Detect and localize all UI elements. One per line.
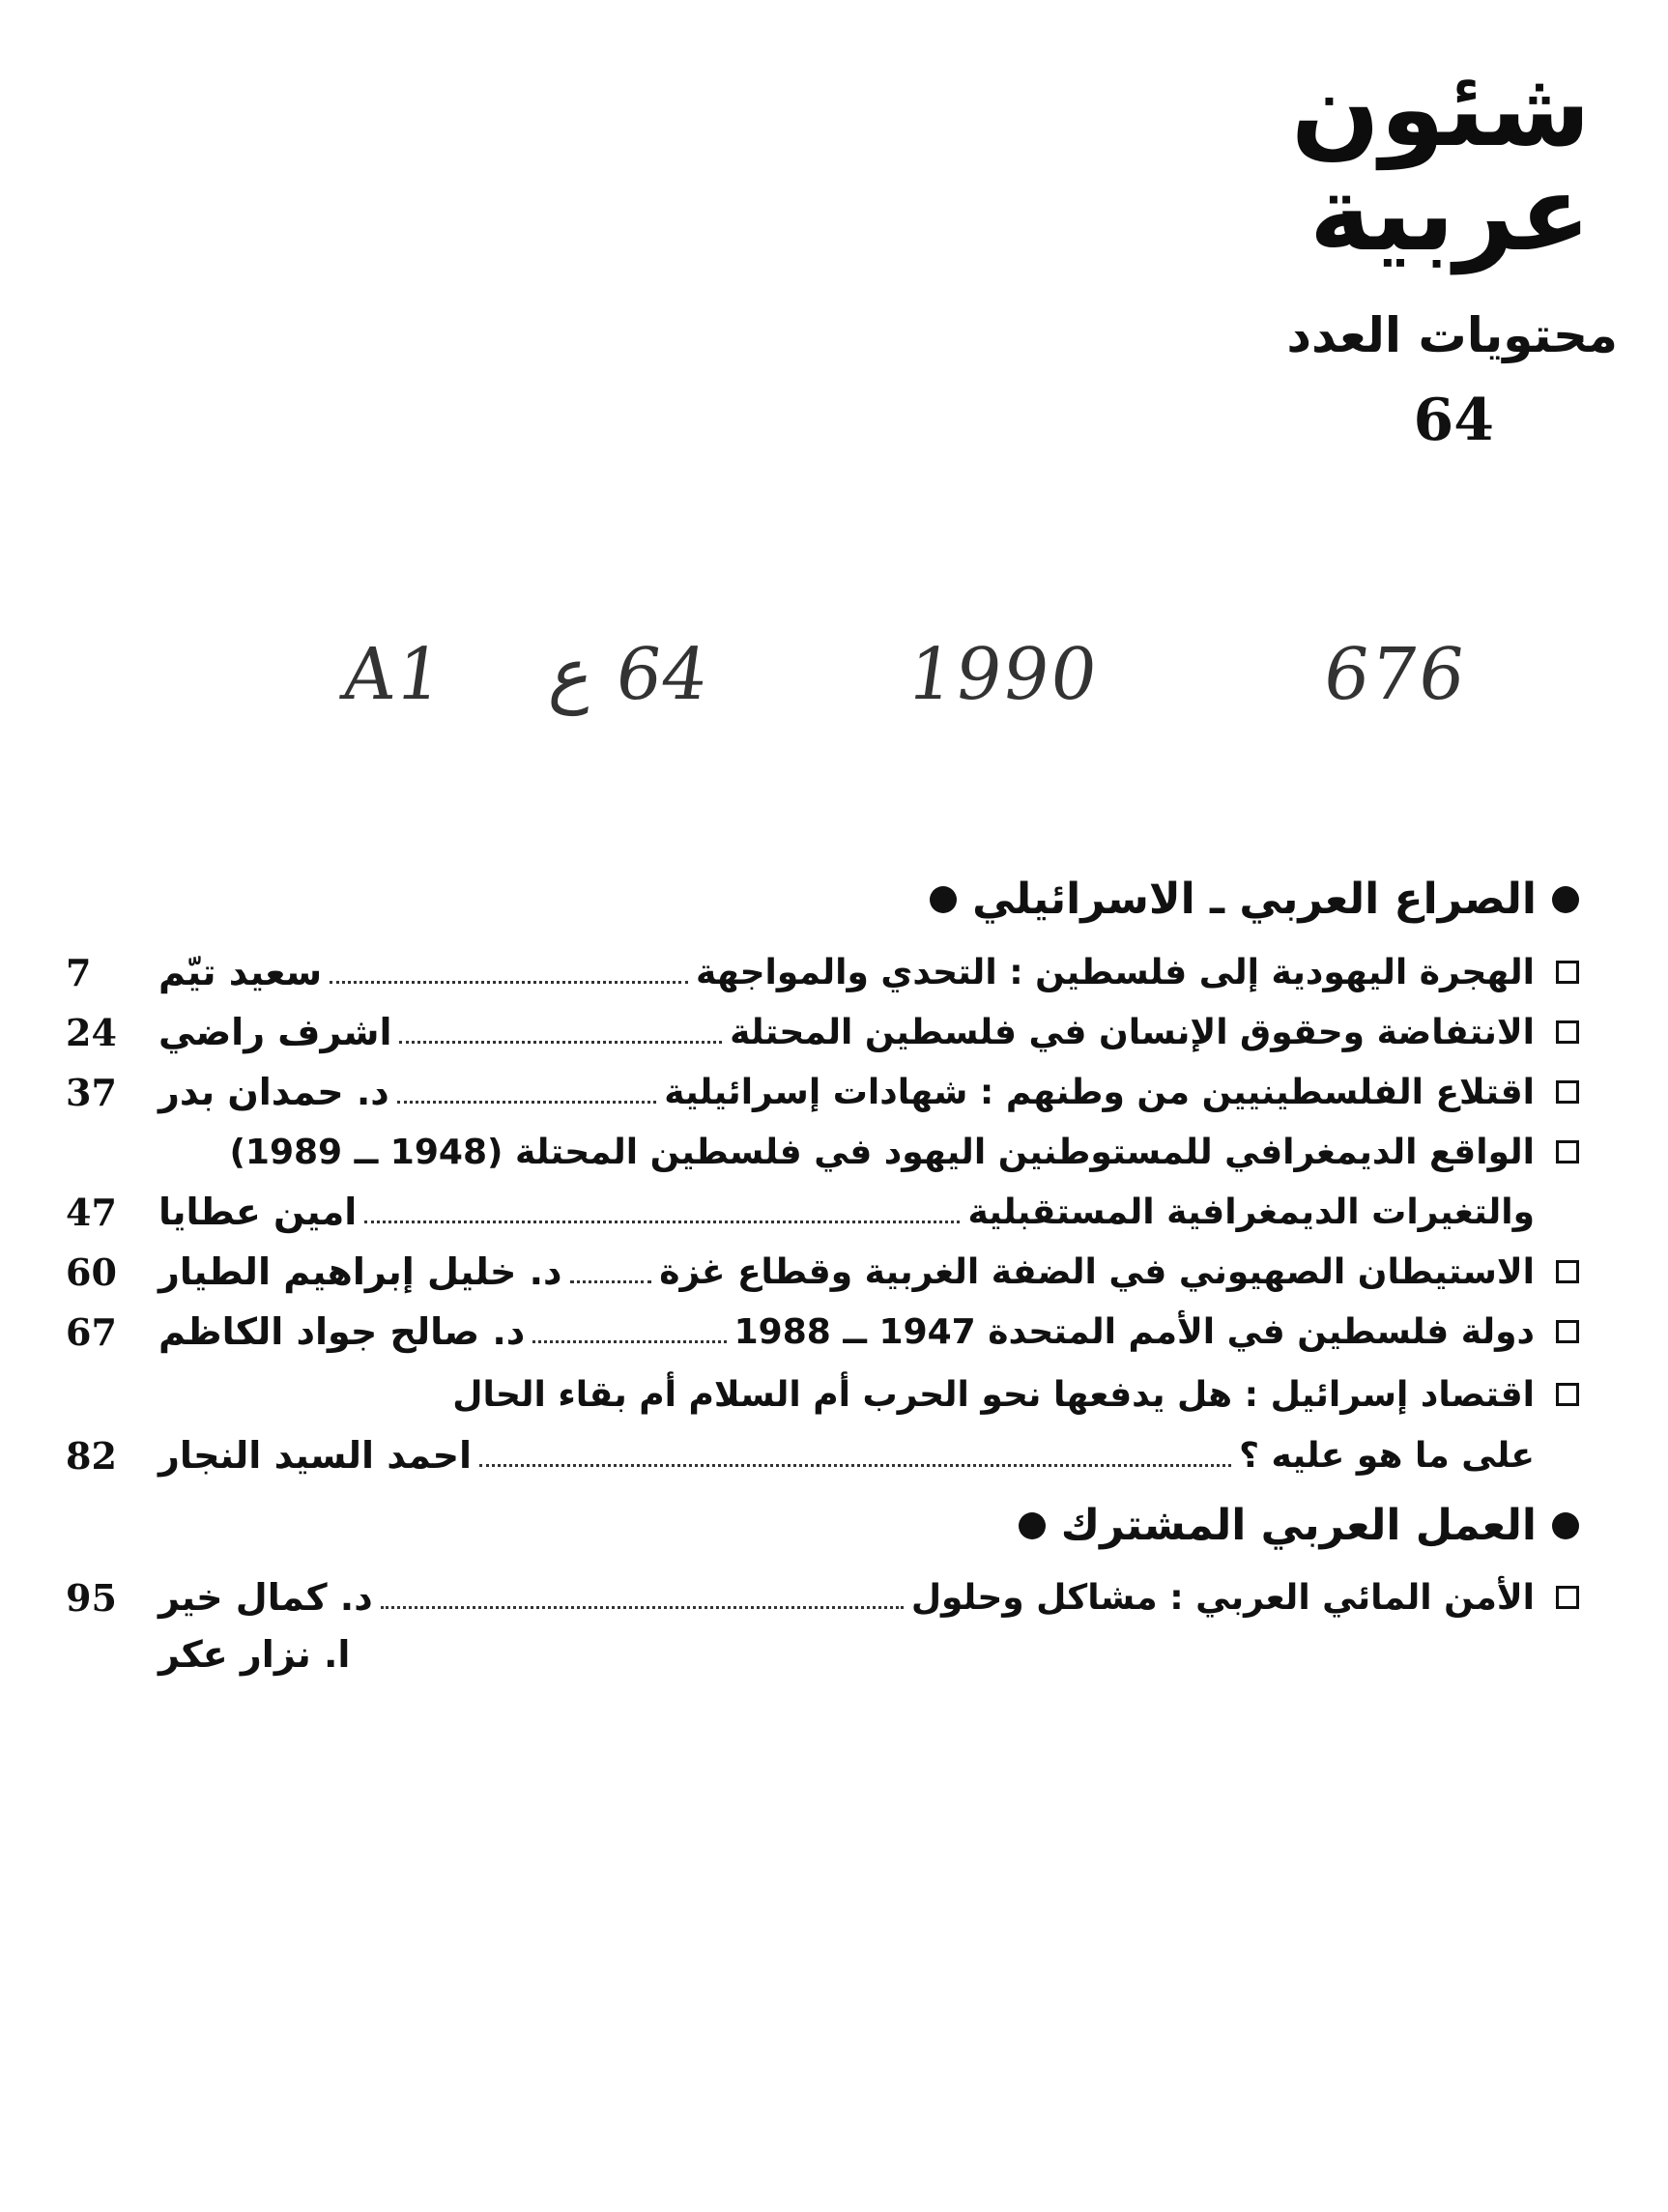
entry-title: الواقع الديمغرافي للمستوطنين اليهود في فلسطين المحتلة (1948 ــ 1989): [229, 1132, 1535, 1172]
entry-author: د. خليل إبراهيم الطيار: [158, 1250, 562, 1293]
entry-page: 47: [66, 1190, 117, 1234]
section-heading-text: الصراع العربي ـ الاسرائيلي: [972, 875, 1537, 924]
bullet-icon: [1552, 1512, 1579, 1539]
checkbox-icon: [1556, 1020, 1579, 1044]
toc-entry-line-2[interactable]: [66, 1428, 1579, 1482]
entry-title: اقتلاع الفلسطينيين من وطنهم : شهادات إسرائيلية: [664, 1072, 1535, 1112]
checkbox-icon: [1556, 1320, 1579, 1343]
entry-title: الأمن المائي العربي : مشاكل وحلول: [910, 1577, 1535, 1618]
entry-page: 67: [66, 1309, 117, 1354]
toc-entry[interactable]: [66, 1005, 1579, 1059]
dot-leader: [399, 1041, 722, 1044]
checkbox-icon: [1556, 1140, 1579, 1163]
entry-author: امين عطايا: [158, 1191, 358, 1233]
dot-leader: [479, 1464, 1231, 1467]
toc-entry[interactable]: [66, 1245, 1579, 1299]
dot-leader: [532, 1340, 726, 1343]
entry-author: د. كمال خير: [158, 1576, 373, 1619]
toc-entry[interactable]: [66, 1065, 1579, 1119]
contents-title: محتويات العدد: [1286, 307, 1618, 363]
bullet-icon: [1019, 1512, 1046, 1539]
dot-leader: [364, 1221, 960, 1223]
entry-page: 95: [66, 1575, 117, 1620]
entry-page: 82: [66, 1433, 117, 1478]
entry-title: الهجرة اليهودية إلى فلسطين : التحدي والمواجهة: [696, 952, 1535, 992]
entry-title: الانتفاضة وحقوق الإنسان في فلسطين المحتلة: [730, 1012, 1535, 1052]
entry-page: 37: [66, 1070, 117, 1114]
toc-entry-line-1[interactable]: [66, 1367, 1579, 1422]
entry-author: سعيد تيّم: [158, 951, 323, 993]
handwritten-code-2: 64 ع: [544, 633, 713, 716]
entry-title: الاستيطان الصهيوني في الضفة الغربية وقطاع غزة: [659, 1251, 1535, 1292]
checkbox-icon: [1556, 1586, 1579, 1609]
dot-leader: [397, 1101, 657, 1104]
section-heading-text: العمل العربي المشترك: [1060, 1501, 1537, 1550]
issue-number: 64: [1413, 387, 1494, 454]
dot-leader: [381, 1606, 904, 1609]
handwritten-code-1: A1: [336, 633, 450, 716]
dot-leader: [570, 1280, 652, 1283]
entry-author: اشرف راضي: [158, 1011, 392, 1053]
bullet-icon: [930, 886, 957, 913]
entry-title: اقتصاد إسرائيل : هل يدفعها نحو الحرب أم السلام أم بقاء الحال: [452, 1374, 1535, 1415]
toc-entry-second-author: [66, 1627, 1579, 1681]
entry-page: 60: [66, 1250, 117, 1294]
magazine-logo: [1262, 49, 1591, 274]
section-heading-2: [1019, 1501, 1579, 1550]
section-heading-1: [930, 875, 1579, 924]
checkbox-icon: [1556, 1080, 1579, 1104]
entry-author: احمد السيد النجار: [158, 1434, 473, 1477]
entry-author-2: ا. نزار عكر: [158, 1633, 351, 1676]
entry-title-continuation: على ما هو عليه ؟: [1239, 1435, 1535, 1476]
handwritten-code-4: 676: [1317, 633, 1473, 716]
checkbox-icon: [1556, 1260, 1579, 1283]
toc-entry[interactable]: [66, 1305, 1579, 1359]
checkbox-icon: [1556, 961, 1579, 984]
handwritten-code-3: 1990: [902, 633, 1105, 716]
entry-author: د. صالح جواد الكاظم: [158, 1310, 526, 1353]
dot-leader: [330, 981, 688, 984]
logo-line-2: عربية: [1309, 154, 1591, 274]
entry-author: د. حمدان بدر: [158, 1071, 389, 1113]
entry-page: 24: [66, 1010, 117, 1054]
entry-page: 7: [66, 950, 92, 994]
toc-entry-line-2[interactable]: [66, 1185, 1579, 1239]
toc-entry[interactable]: [66, 945, 1579, 999]
checkbox-icon: [1556, 1383, 1579, 1406]
logo-line-1: شئون: [1290, 49, 1591, 170]
entry-title: دولة فلسطين في الأمم المتحدة 1947 ــ 1988: [733, 1311, 1535, 1352]
toc-entry[interactable]: [66, 1570, 1579, 1624]
toc-entry-line-1[interactable]: [66, 1125, 1579, 1179]
bullet-icon: [1552, 886, 1579, 913]
entry-title-continuation: والتغيرات الديمغرافية المستقبلية: [967, 1192, 1535, 1232]
